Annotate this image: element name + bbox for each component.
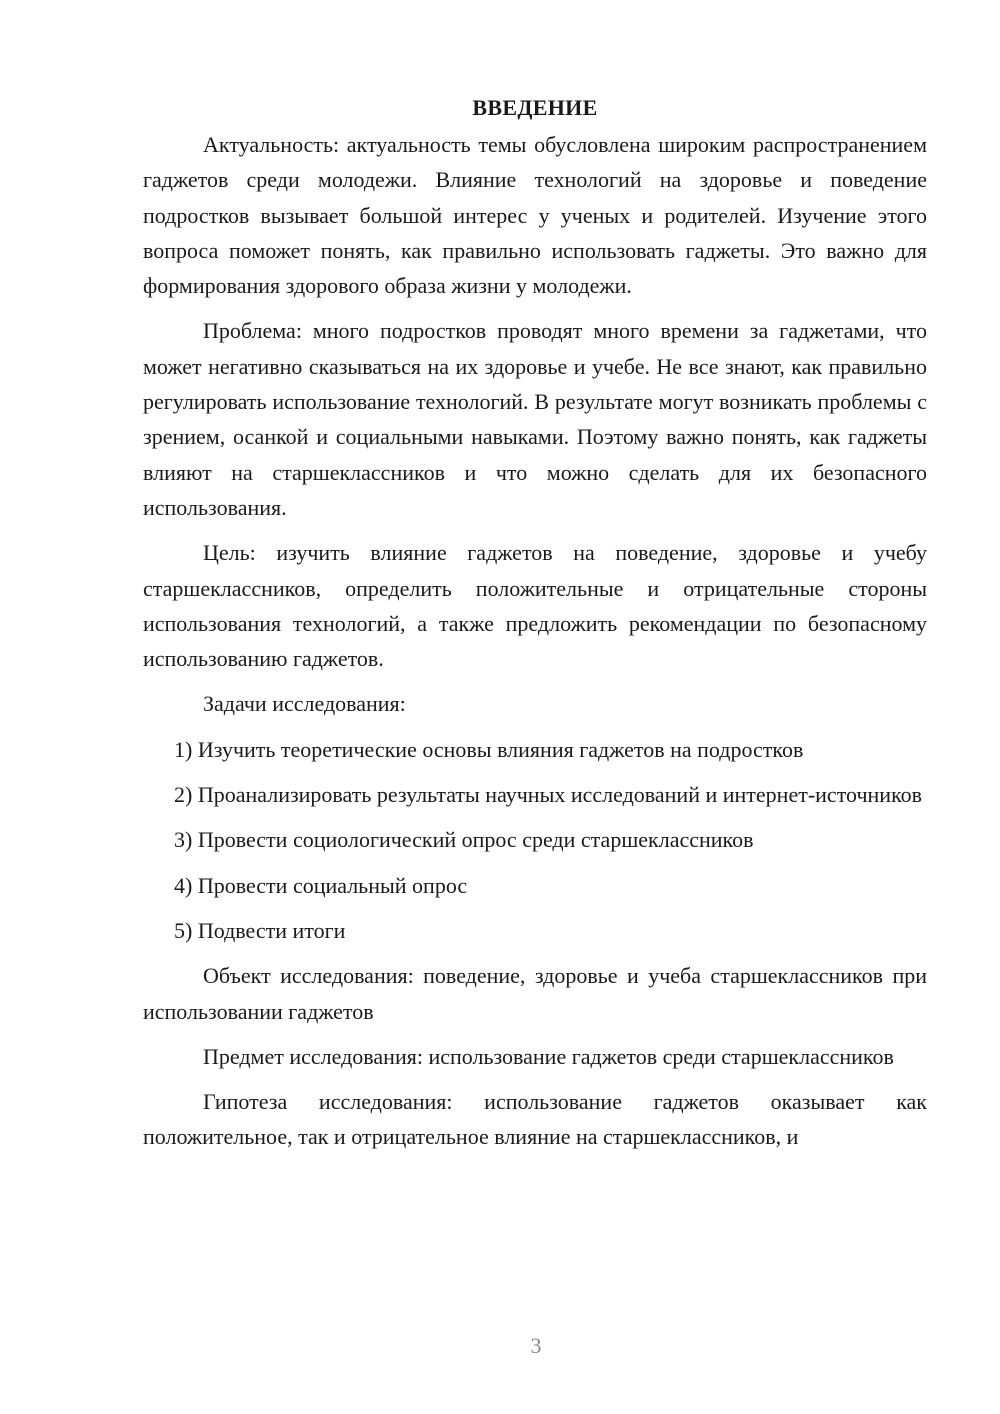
paragraph-object: Объект исследования: поведение, здоровье и учеба старшеклассников при использовании гаджетов — [143, 963, 927, 1024]
task-item-3: 3) Провести социологический опрос среди старшеклассников — [174, 827, 754, 853]
task-item-5: 5) Подвести итоги — [174, 917, 346, 943]
paragraph-goal: Цель: изучить влияние гаджетов на поведение, здоровье и учебу старшеклассников, определить положительные и отрицательные стороны использования технологий, а также предложить рекомендации по безопасному использованию гаджетов. — [143, 540, 927, 672]
task-item-4: 4) Провести социальный опрос — [174, 872, 468, 898]
paragraph-hypothesis: Гипотеза исследования: использование гаджетов оказывает как положительное, так и отрицательное влияние на старшеклассников, и — [143, 1089, 927, 1150]
paragraph-problem: Проблема: много подростков проводят много времени за гаджетами, что может негативно сказываться на их здоровье и учебе. Не все знают, как правильно регулировать использование технологий. В результате могут возникать проблемы с зрением, осанкой и социальными навыками. Поэтому важно понять, как гаджеты влияют на старшеклассников и что можно сделать для их безопасного использования. — [143, 318, 927, 520]
page-number: 3 — [530, 1333, 542, 1358]
task-item-1: 1) Изучить теоретические основы влияния гаджетов на подростков — [174, 736, 804, 762]
task-item-2: 2) Проанализировать результаты научных исследований и интернет-источников — [174, 782, 923, 808]
document-page — [143, 92, 927, 1165]
paragraph-subject: Предмет исследования: использование гаджетов среди старшеклассников — [203, 1043, 894, 1069]
paragraph-relevance: Актуальность: актуальность темы обусловлена широким распространением гаджетов среди молодежи. Влияние технологий на здоровье и поведение подростков вызывает большой интерес у ученых и родителей. Изучение этого вопроса поможет понять, как правильно использовать гаджеты. Это важно для формирования здорового образа жизни у молодежи. — [143, 132, 927, 299]
section-title: ВВЕДЕНИЕ — [472, 95, 598, 120]
tasks-heading: Задачи исследования: — [203, 691, 406, 717]
